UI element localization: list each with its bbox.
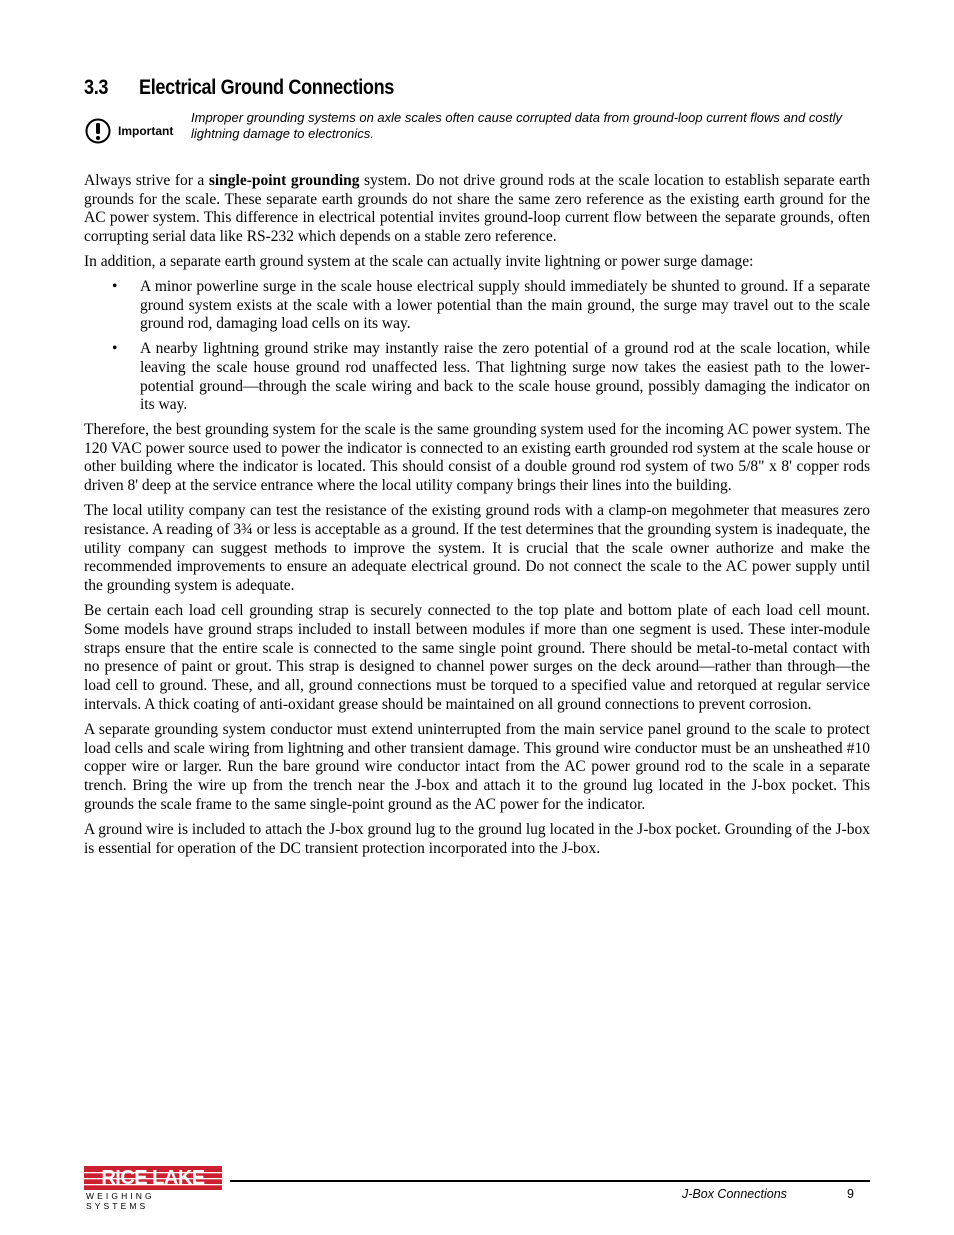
paragraph-4: The local utility company can test the resistance of the existing ground rods with a clamp-on megohmeter that measures zero resistance. A reading of 3¾ or less is acceptable as a ground. If the test determines that the grounding system is inadequate, the utility company can suggest methods to improve the system. It is crucial that the scale owner authorize and make the recommended improvements to ensure an adequate electrical ground. Do not connect the scale to the AC power supply until the grounding system is adequate. (84, 502, 870, 595)
footer-rule (230, 1180, 870, 1182)
p1-before: Always strive for a (84, 172, 209, 189)
logo-subtitle: WEIGHING SYSTEMS (86, 1191, 155, 1211)
p1-bold: single-point grounding (208, 172, 360, 189)
section-heading (84, 76, 394, 100)
footer-section-name: J-Box Connections (682, 1187, 787, 1201)
paragraph-2: In addition, a separate earth ground system at the scale can actually invite lightning or power surge damage: (84, 253, 754, 271)
list-item (84, 340, 870, 415)
paragraph-5: Be certain each load cell grounding strap is securely connected to the top plate and bottom plate of each load cell mount. Some models have ground straps included to install between modules if more than one segment is used. These inter-module straps ensure that the entire scale is connected to the same single point ground. There should be metal-to-metal contact with no presence of paint or grout. This strap is designed to channel power surges on the deck around—rather than through—the load cell to ground. These, and all, ground connections must be torqued to a specified value and retorqued at regular service intervals. A thick coating of anti-oxidant grease should be maintained on all ground connections to prevent corrosion. (84, 602, 870, 713)
rice-lake-logo (84, 1166, 222, 1211)
bullet-text: A minor powerline surge in the scale house electrical supply should immediately be shunted to ground. If a separate ground system exists at the scale with a lower potential than the main ground, the surge may travel out to the scale ground rod, damaging load cells on its way. (140, 278, 870, 333)
exclamation-circle-icon (85, 118, 111, 144)
page-number: 9 (847, 1187, 854, 1201)
paragraph-6: A separate grounding system conductor must extend uninterrupted from the main service panel ground to the scale to protect load cells and scale wiring from lightning and other transient damage. This ground wire conductor must be an unsheathed #10 copper wire or larger. Run the bare ground wire conductor intact from the AC power ground rod to the scale in a separate trench. Bring the wire up from the trench near the J-box and attach it to the ground lug located in the J-box pocket. This grounds the scale frame to the same single-point ground as the AC power for the indicator. (84, 720, 870, 813)
logo-wordmark: RICE LAKE (101, 1166, 205, 1189)
important-label: Important (118, 124, 174, 138)
bullet-glyph: • (112, 340, 118, 358)
body-content (84, 172, 870, 865)
section-number: 3.3 (84, 76, 109, 99)
bullet-glyph: • (112, 278, 118, 296)
list-item (84, 278, 870, 334)
section-title: Electrical Ground Connections (139, 76, 394, 99)
important-text: Improper grounding systems on axle scales often cause corrupted data from ground-loop current flows and costly lightning damage to electronics. (191, 110, 843, 141)
bullet-text: A nearby lightning ground strike may instantly raise the zero potential of a ground rod at the scale location, while leaving the scale house ground rod unaffected less. That lightning surge now takes the easiest path to the lower-potential ground—through the scale wiring and back to the scale house ground, possibly damaging the indicator on its way. (140, 340, 870, 414)
p1-after: system. Do not drive ground rods at the scale location to establish separate earth grounds for the scale. These separate earth grounds do not share the same zero reference as the existing earth ground for the AC power system. This difference in electrical potential invites ground-loop current flow between the separate grounds, often corrupting serial data like RS-232 which depends on a stable zero reference. (84, 172, 870, 246)
paragraph-1 (84, 172, 870, 247)
paragraph-7: A ground wire is included to attach the J-box ground lug to the ground lug located in the J-box pocket. Grounding of the J-box is essential for operation of the DC transient protection incorporated into the J-box. (84, 821, 870, 857)
important-note (84, 110, 870, 150)
bullet-list (84, 278, 870, 415)
paragraph-3: Therefore, the best grounding system for the scale is the same grounding system used for the incoming AC power system. The 120 VAC power source used to power the indicator is connected to an existing earth grounded rod system at the scale house or other building where the indicator is located. This should consist of a double ground rod system of two 5/8" x 8' copper rods driven 8' deep at the service entrance where the local utility company brings their lines into the building. (84, 420, 870, 495)
